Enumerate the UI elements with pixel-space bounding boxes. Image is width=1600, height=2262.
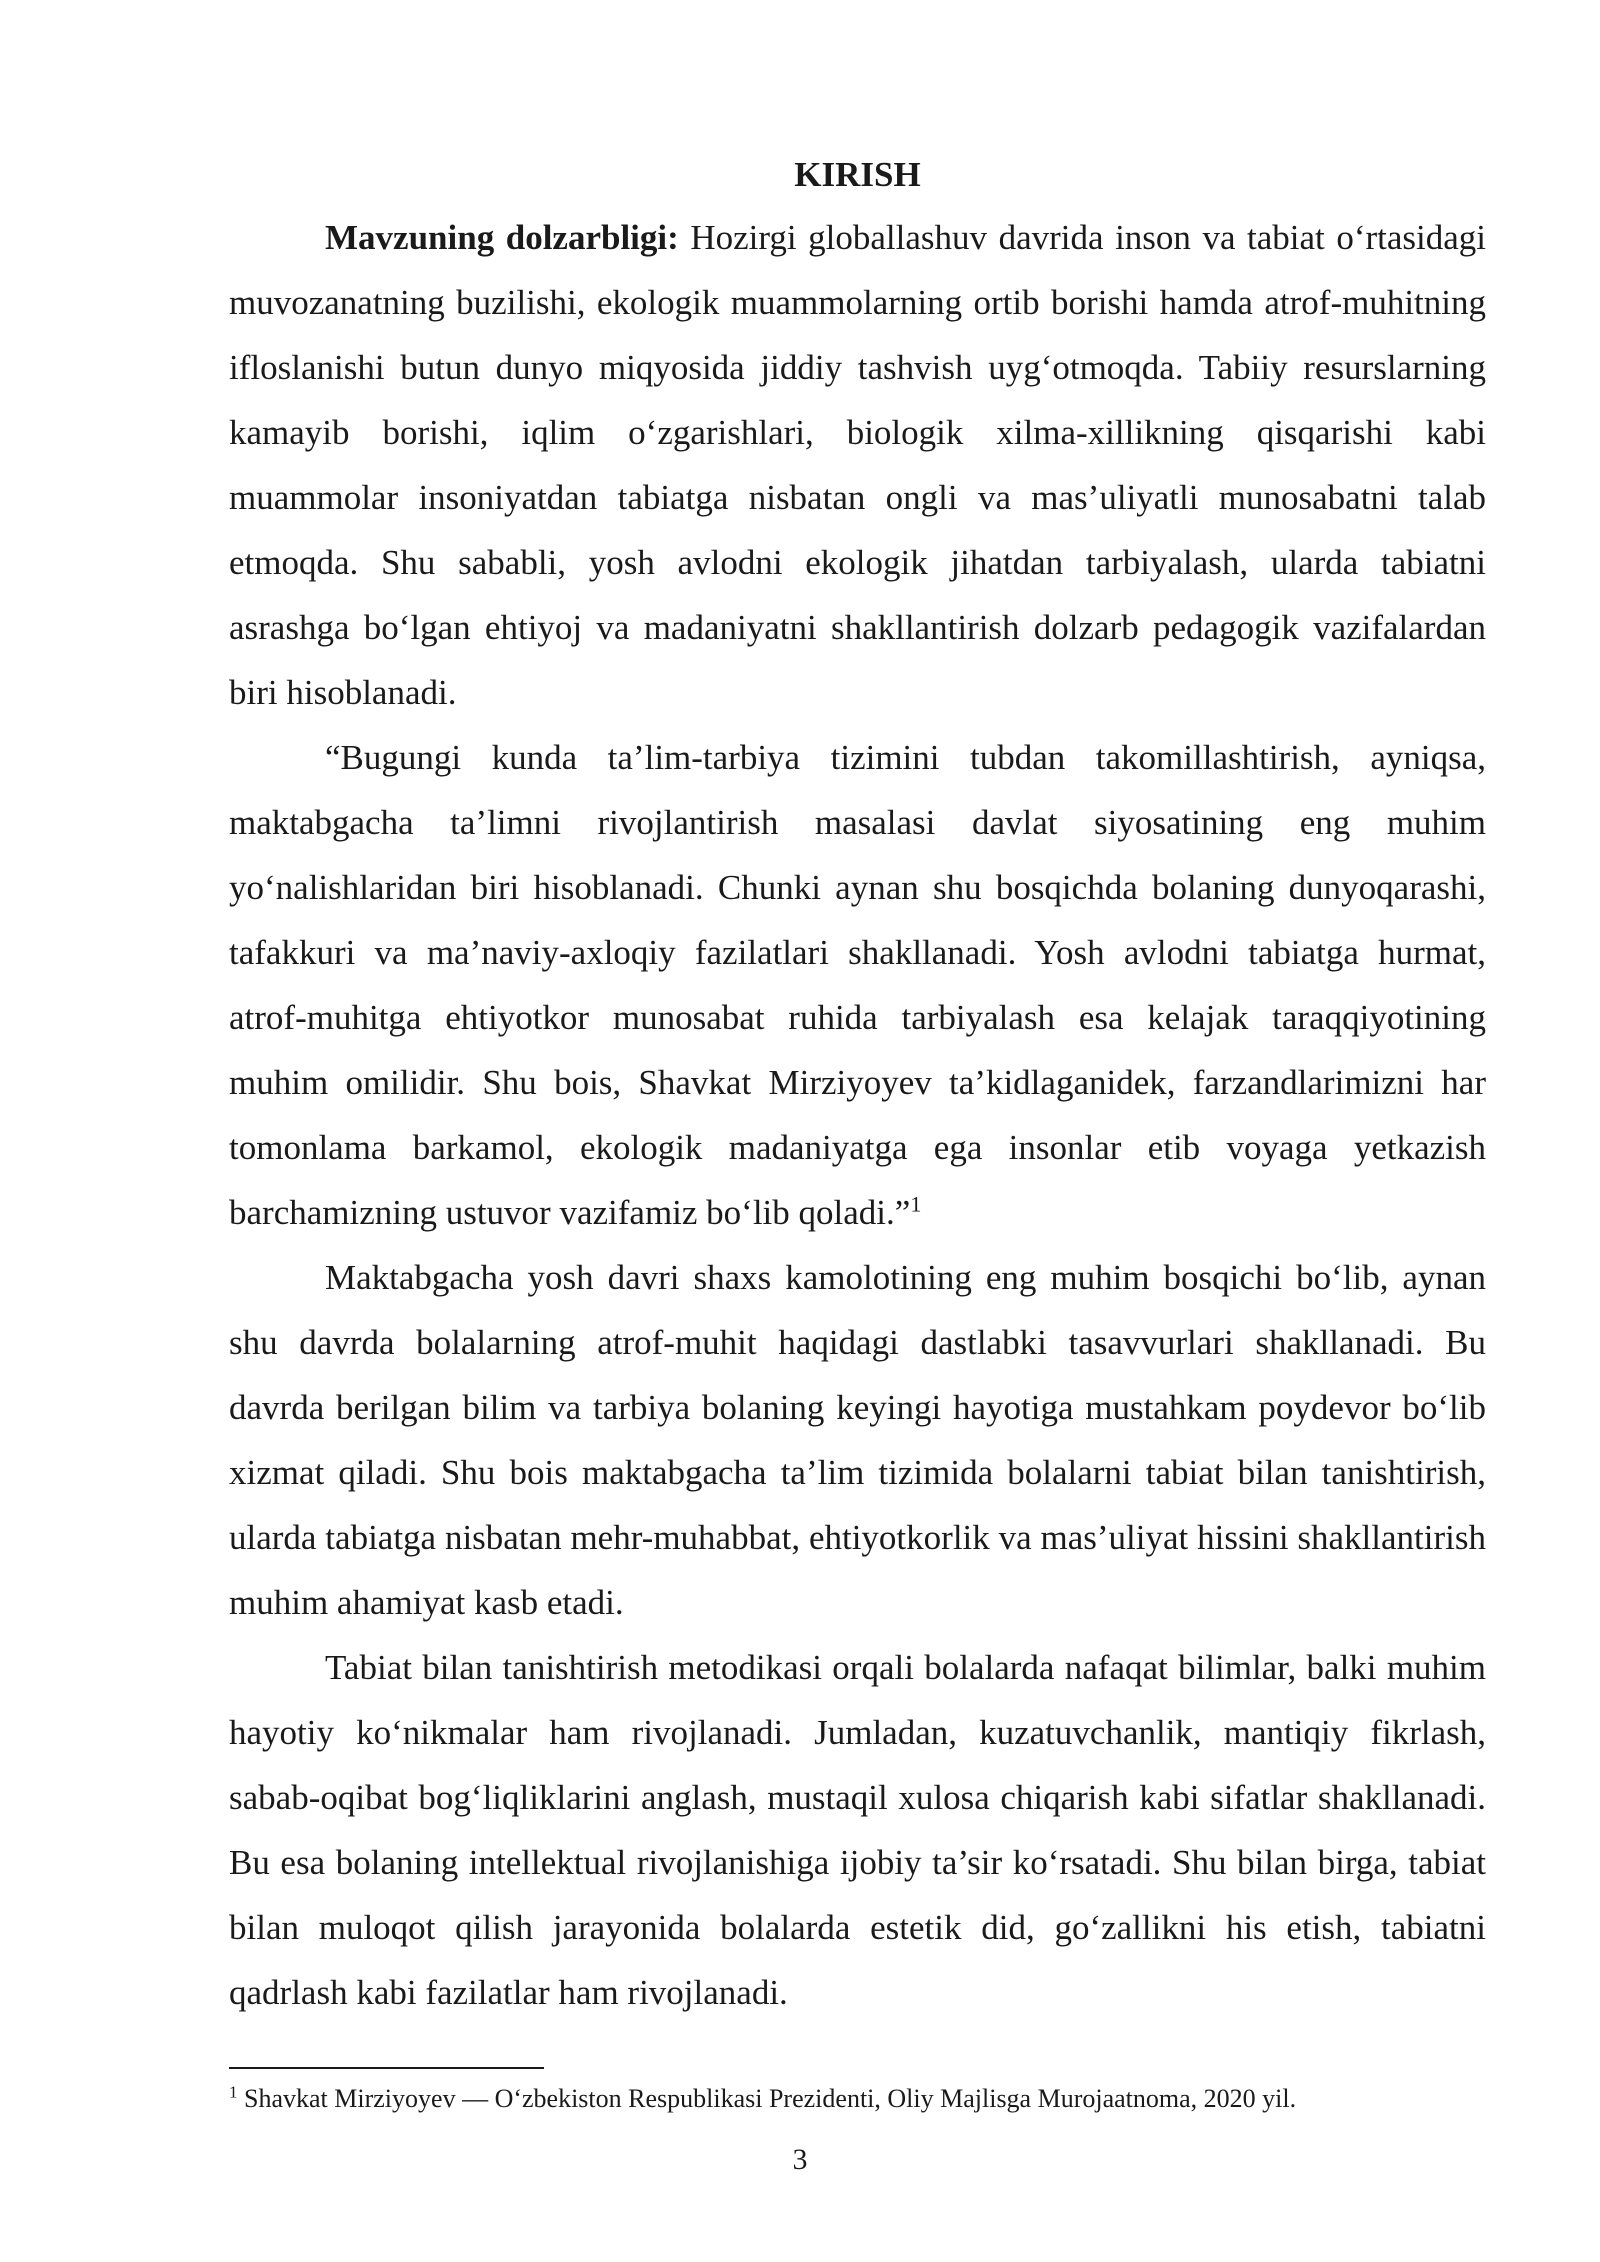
paragraph-text: Tabiat bilan tanishtirish metodikasi orqali bolalarda nafaqat bilimlar, balki muhim hayotiy ko‘nikmalar ham rivojlanadi. Jumladan, kuzatuvchanlik, mantiqiy fikrlash, sabab-oqibat bog‘liqliklarini anglash, mustaqil xulosa chiqarish kabi sifatlar shakllanadi. Bu esa bolaning intellektual rivojlanishiga ijobiy ta’sir ko‘rsatadi. Shu bilan birga, tabiat bilan muloqot qilish jarayonida bolalarda estetik did, go‘zallikni his etish, tabiatni qadrlash kabi fazilatlar ham rivojlanadi. [229,1648,1486,2012]
paragraph-text: Hozirgi globallashuv davrida inson va tabiat o‘rtasidagi muvozanatning buzilishi, ekologik muammolarning ortib borishi hamda atrof-muhitning ifloslanishi butun dunyo miqyosida jiddiy tashvish uyg‘otmoqda. Tabiiy resurslarning kamayib borishi, iqlim o‘zgarishlari, biologik xilma-xillikning qisqarishi kabi muammolar insoniyatdan tabiatga nisbatan ongli va mas’uliyatli munosabatni talab etmoqda. Shu sababli, yosh avlodni ekologik jihatdan tarbiyalash, ularda tabiatni asrashga bo‘lgan ehtiyoj va madaniyatni shakllantirish dolzarb pedagogik vazifalardan biri hisoblanadi. [229,218,1486,712]
footnote [229,2082,1486,2116]
paragraph-quote [229,725,1486,1245]
paragraph-preschool [229,1245,1486,1635]
body-text [229,145,1486,2025]
relevance-lead: Mavzuning dolzarbligi: [325,218,679,257]
footnote-separator [229,2067,544,2069]
paragraph-text: Maktabgacha yosh davri shaxs kamolotining eng muhim bosqichi bo‘lib, aynan shu davrda bolalarning atrof-muhit haqidagi dastlabki tasavvurlari shakllanadi. Bu davrda berilgan bilim va tarbiya bolaning keyingi hayotiga mustahkam poydevor bo‘lib xizmat qiladi. Shu bois maktabgacha ta’lim tizimida bolalarni tabiat bilan tanishtirish, ularda tabiatga nisbatan mehr-muhabbat, ehtiyotkorlik va mas’uliyat hissini shakllantirish muhim ahamiyat kasb etadi. [229,1258,1486,1622]
paragraph-text: “Bugungi kunda ta’lim-tarbiya tizimini tubdan takomillashtirish, ayniqsa, maktabgacha ta’limni rivojlantirish masalasi davlat siyosatining eng muhim yo‘nalishlaridan biri hisoblanadi. Chunki aynan shu bosqichda bolaning dunyoqarashi, tafakkuri va ma’naviy-axloqiy fazilatlari shakllanadi. Yosh avlodni tabiatga hurmat, atrof-muhitga ehtiyotkor munosabat ruhida tarbiyalash esa kelajak taraqqiyotining muhim omilidir. Shu bois, Shavkat Mirziyoyev ta’kidlaganidek, farzandlarimizni har tomonlama barkamol, ekologik madaniyatga ega insonlar etib voyaga yetkazish barchamizning ustuvor vazifamiz bo‘lib qoladi.” [229,738,1486,1232]
footnote-number: 1 [229,2082,238,2102]
page-number: 3 [792,2143,808,2176]
section-heading: KIRISH [794,155,921,194]
paragraph-relevance [229,205,1486,725]
footnote-text: Shavkat Mirziyoyev — O‘zbekiston Respublikasi Prezidenti, Oliy Majlisga Murojaatnoma, 2020 yil. [237,2084,1297,2113]
paragraph-methodology [229,1635,1486,2025]
footnote-reference[interactable]: 1 [910,1191,922,1217]
